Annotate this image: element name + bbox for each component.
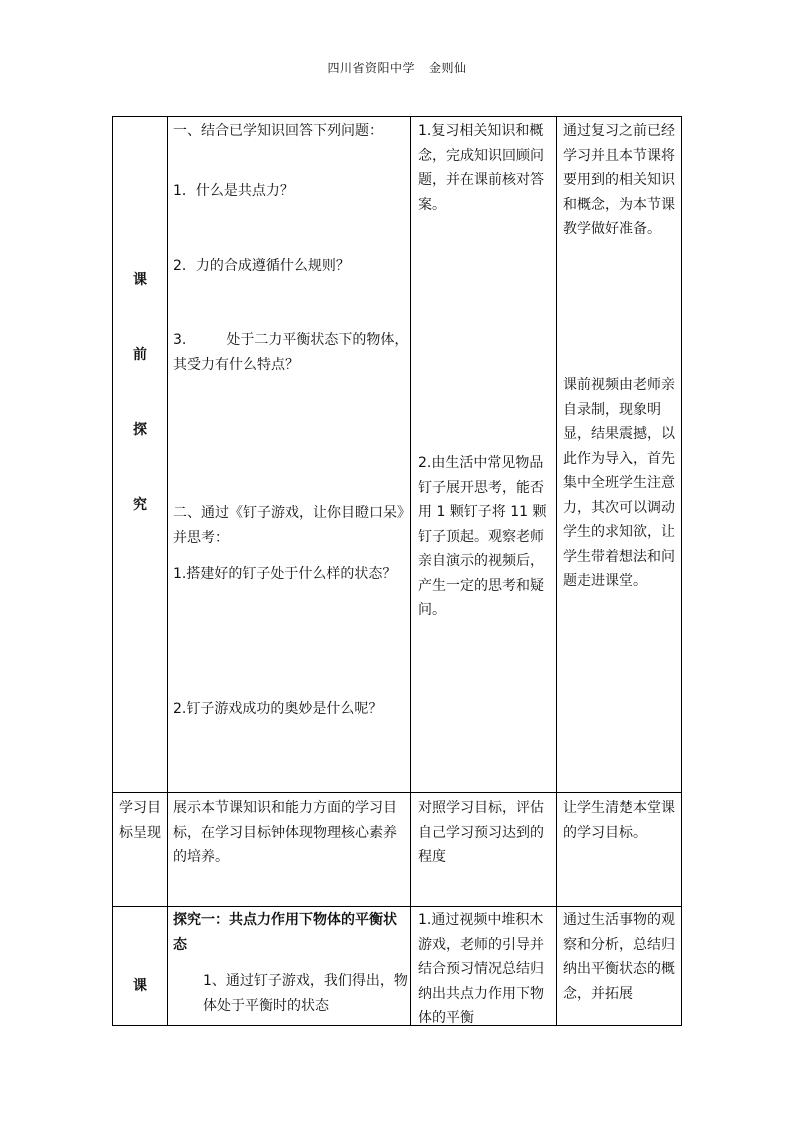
question-2: 2．力的合成遵循什么规则？ [173,258,350,274]
question-3-number: 3. [173,332,187,348]
stage-char: 课 [133,272,147,288]
goals-content: 展示本节课知识和能力方面的学习目标，在学习目标钟体现物理核心素养的培养。 [173,800,397,865]
goals-student-activity: 对照学习目标，评估自己学习预习达到的程度 [418,800,544,865]
page-header [0,59,794,76]
question-3-text: 处于二力平衡状态下的物体，其受力有什么特点？ [173,332,409,373]
stage-char: 探 [133,422,147,438]
stage-label-goals: 学习目标呈现 [119,800,161,841]
design-rationale-2: 课前视频由老师亲自录制，现象明显，结果震撼，以此作为导入，首先集中全班学生注意力，其次可以调动学生的求知欲，让学生带着想法和问题走进课堂。 [563,377,675,589]
part2-title: 二、通过《钉子游戏，让你目瞪口呆》并思考： [173,505,404,546]
school-name: 四川省资阳中学 [327,61,415,75]
stage-char: 前 [133,347,147,363]
question-3 [173,328,409,377]
row-divider [113,906,681,907]
inquiry-1-rationale: 通过生活事物的观察和分析，总结归纳出平衡状态的概念，并拓展 [563,912,675,1002]
column-divider [167,117,168,1025]
column-divider [410,117,411,1025]
goals-rationale: 让学生清楚本堂课的学习目标。 [563,800,675,841]
author-name: 金则仙 [429,61,467,75]
inquiry-1-text: 1、通过钉子游戏，我们得出，物体处于平衡时的状态 [203,973,408,1014]
column-divider [556,117,557,1025]
stage-char: 究 [133,497,147,513]
part2-question-1: 1.搭建好的钉子处于什么样的状态？ [173,566,397,582]
part1-title: 一、结合已学知识回答下列问题： [173,123,383,139]
student-activity-1: 1.复习相关知识和概念，完成知识回顾问题，并在课前核对答案。 [418,123,544,213]
student-activity-2: 2.由生活中常见物品钉子展开思考，能否用 1 颗钉子将 11 颗钉子顶起。观察老师亲自演示的视频后，产生一定的思考和疑问。 [418,455,547,618]
question-1: 1．什么是共点力？ [173,183,294,199]
stage-char: 课 [133,978,147,994]
inquiry-1-title: 探究一：共点力作用下物体的平衡状态 [173,912,397,953]
inquiry-1-student-activity: 1.通过视频中堆积木游戏，老师的引导并结合预习情况总结归纳出共点力作用下物体的平衡 [418,912,544,1026]
design-rationale-1: 通过复习之前已经学习并且本节课将要用到的相关知识和概念，为本节课教学做好准备。 [563,123,675,237]
part2-question-2: 2.钉子游戏成功的奥妙是什么呢？ [173,701,383,717]
lesson-plan-table [112,116,682,1026]
row-divider [113,792,681,793]
